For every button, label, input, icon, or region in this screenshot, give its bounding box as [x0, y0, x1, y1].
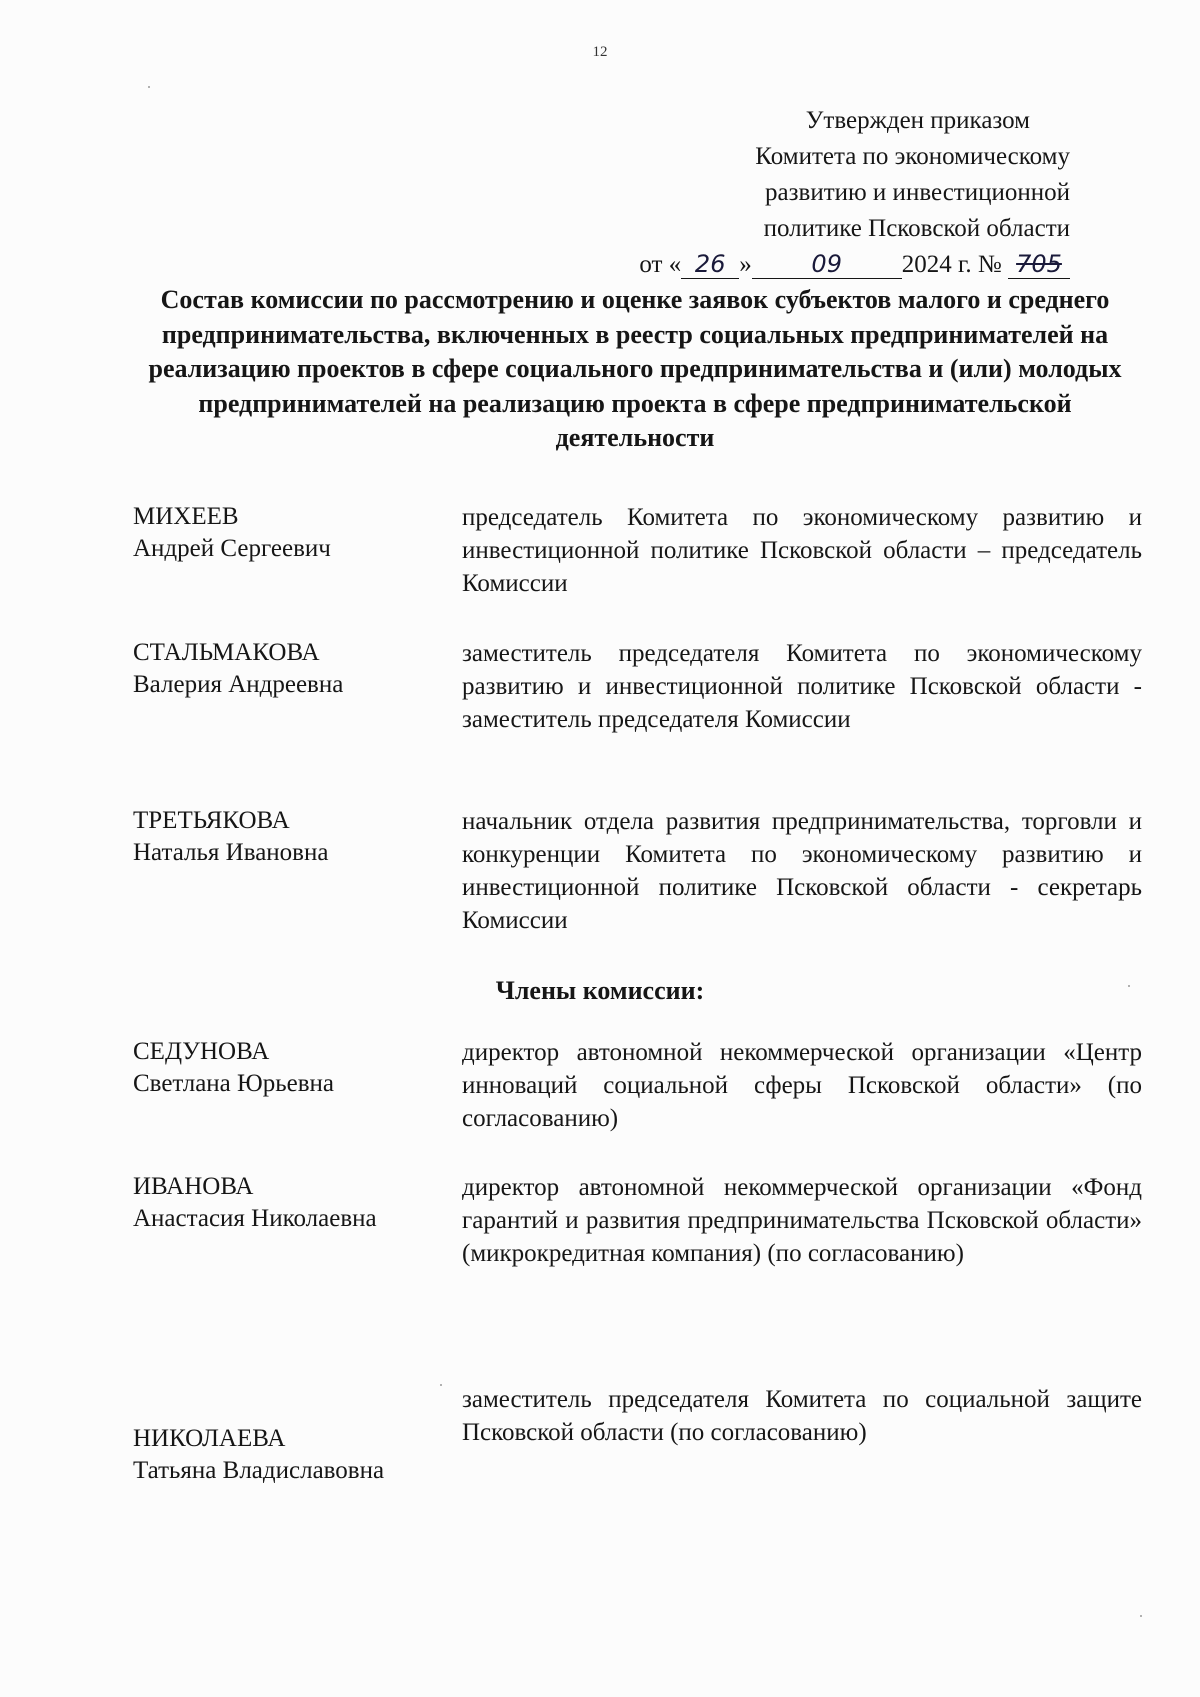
scan-speck: [148, 86, 150, 88]
person-given-names: Валерия Андреевна: [133, 671, 344, 698]
approval-line-1: Утвержден приказом: [805, 107, 1030, 134]
members-heading: Члены комиссии:: [495, 976, 705, 1005]
person-surname: СТАЛЬМАКОВА: [133, 639, 320, 666]
approval-line-4: политике Псковской области: [763, 215, 1070, 242]
person-surname: НИКОЛАЕВА: [133, 1425, 286, 1452]
handwritten-day: 26: [681, 250, 739, 279]
person-given-names: Наталья Ивановна: [133, 839, 329, 866]
person-surname: ТРЕТЬЯКОВА: [133, 807, 290, 834]
person-name: [133, 805, 443, 869]
person-role: председатель Комитета по экономическому развитию и инвестиционной политике Псковской области – председатель Комиссии: [462, 504, 1142, 597]
approval-line-2: Комитета по экономическому: [755, 143, 1070, 170]
person-given-names: Анастасия Николаевна: [133, 1205, 377, 1232]
approval-line-3: развитию и инвестиционной: [765, 179, 1070, 206]
scan-speck: [1140, 1615, 1142, 1617]
date-prefix: от «: [639, 251, 682, 278]
scan-speck: [1128, 985, 1130, 987]
person-given-names: Светлана Юрьевна: [133, 1070, 335, 1097]
page-number: 12: [592, 44, 608, 60]
handwritten-month: 09: [752, 250, 902, 279]
person-role: заместитель председателя Комитета по экономическому развитию и инвестиционной политике Псковской области - заместитель председателя Комиссии: [462, 640, 1142, 733]
person-given-names: Татьяна Владиславовна: [133, 1457, 385, 1484]
person-name: [133, 1171, 443, 1235]
person-name: [133, 501, 443, 565]
person-name: [133, 637, 443, 701]
approval-stamp-block: [470, 103, 1070, 283]
person-name: [133, 1423, 443, 1487]
person-surname: МИХЕЕВ: [133, 503, 239, 530]
handwritten-order-number: 705: [1008, 250, 1070, 279]
approval-date-line: [470, 247, 1070, 283]
person-given-names: Андрей Сергеевич: [133, 535, 331, 562]
date-mid: »: [739, 251, 752, 278]
date-year-suffix: 2024 г. №: [901, 251, 1002, 278]
person-surname: СЕДУНОВА: [133, 1038, 270, 1065]
person-role: директор автономной некоммерческой организации «Центр инноваций социальной сферы Псковской области» (по согласованию): [462, 1039, 1142, 1132]
person-role: директор автономной некоммерческой организации «Фонд гарантий и развития предпринимательства Псковской области» (микрокредитная компания) (по согласованию): [462, 1174, 1142, 1267]
document-title: Состав комиссии по рассмотрению и оценке заявок субъектов малого и среднего предпринимательства, включенных в реестр социальных предпринимателей на реализацию проектов в сфере социального предпринимательства и (или) молодых предпринимателей на реализацию проекта в сфере предпринимательской деятельности: [148, 285, 1122, 452]
person-name: [133, 1036, 443, 1100]
scan-speck: [440, 1384, 442, 1386]
person-role: начальник отдела развития предпринимательства, торговли и конкуренции Комитета по экономическому развитию и инвестиционной политике Псковской области - секретарь Комиссии: [462, 808, 1142, 934]
person-surname: ИВАНОВА: [133, 1173, 254, 1200]
person-role: заместитель председателя Комитета по социальной защите Псковской области (по согласованию): [462, 1386, 1142, 1446]
